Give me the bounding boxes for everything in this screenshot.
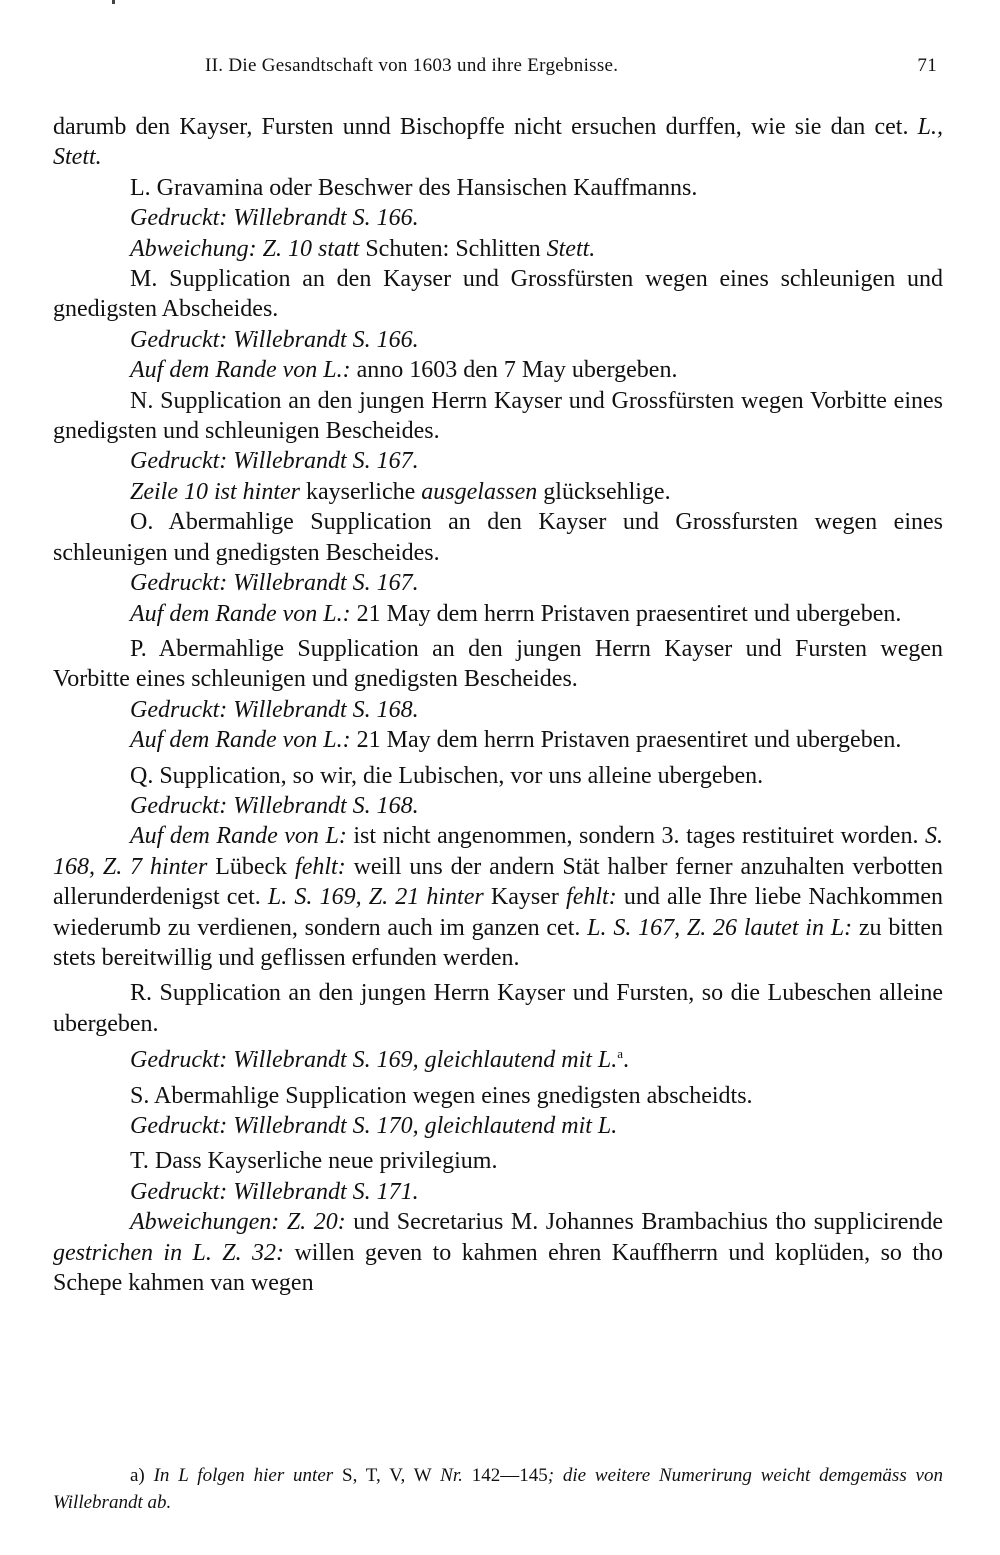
entry-O-heading: O. Abermahlige Supplication an den Kayser und Grossfursten wegen eines schleunigen und gnedigsten Bescheides. [53,509,943,566]
entry-O-printed [53,568,943,598]
print-reference: Gedruckt: Willebrandt S. 167. [130,448,419,475]
entry-Q-notes [53,821,943,973]
entry-L-heading: L. Gravamina oder Beschwer des Hansischen Kauffmanns. [130,174,698,201]
text-run: zu bitten stets bereitwillig und geflissen erfunden werden. [53,914,944,971]
document-page [53,0,943,1555]
entry-L-deviation [53,234,943,264]
margin-label: Auf dem Rande von L.: [130,357,351,384]
margin-label: Auf dem Rande von L.: [130,600,351,627]
entry-O-margin-note [53,599,943,629]
deviation-label: Abweichungen: Z. 20: [130,1209,346,1236]
text-run: Kayser [483,884,567,911]
line-label: L. S. 169, Z. 21 hinter [267,884,484,911]
footnote-marker: a [617,1046,624,1062]
margin-label: Auf dem Rande von L.: [130,727,351,754]
entry-T-heading: T. Dass Kayserliche neue privilegium. [130,1148,498,1175]
footnote-text [53,1462,943,1516]
print-reference: Gedruckt: Willebrandt S. 166. [130,326,419,353]
text-run: ist nicht angenommen, sondern 3. tages restituiret worden. [346,823,925,850]
entry-M-heading: M. Supplication an den Kayser und Grossfürsten wegen eines schleunigen und gnedigsten Abscheides. [53,266,943,323]
text-run: 21 May dem herrn Pristaven praesentiret und ubergeben. [350,727,902,754]
source-siglum: Stett. [546,235,596,262]
entry-R-heading: R. Supplication an den jungen Herrn Kayser und Fursten, so die Lubeschen alleine ubergeben. [53,980,943,1037]
margin-label: Auf dem Rande von L: [130,823,347,850]
deviation-label: Abweichung: Z. 10 statt [130,235,360,262]
text-run: ; die weitere Numerirung weicht demgemäss von Willebrandt ab. [53,1465,943,1513]
deviation-label: gestrichen in L. Z. 32: [53,1239,285,1266]
main-text [53,112,943,1298]
entry-P-printed [53,695,943,725]
line-label: ausgelassen [421,478,538,505]
footnote [53,1462,943,1516]
text-run: 21 May dem herrn Pristaven praesentiret und ubergeben. [350,600,902,627]
line-label: S. 168, Z. 7 hinter [53,823,943,880]
text-run: und alle Ihre liebe Nachkommen wiederumb zu verdienen, sondern auch im ganzen cet. [53,884,944,941]
entry-N-heading: N. Supplication an den jungen Herrn Kayser und Grossfürsten wegen Vorbitte eines gnedigsten und schleunigen Bescheides. [53,387,943,445]
print-reference: Gedruckt: Willebrandt S. 168. [130,696,419,723]
text-run: weill uns der andern Stät halber ferner anzuhalten verbotten allerunderdenigst cet. [53,853,943,911]
entry-Q-heading: Q. Supplication, so wir, die Lubischen, vor uns alleine ubergeben. [130,762,764,789]
text-run: 142—145 [471,1465,548,1486]
print-reference: Gedruckt: Willebrandt S. 170, gleichlautend mit L. [130,1113,618,1139]
text-run: darumb den Kayser, Fursten unnd Bischopffe nicht ersuchen durffen, wie sie dan cet. [53,114,918,140]
text-run: Nr. [440,1465,472,1486]
page-number: 71 [917,55,937,76]
line-label: fehlt: [295,853,346,880]
print-reference: Gedruckt: Willebrandt S. 166. [130,205,419,232]
text-run: glücksehlige. [537,478,671,505]
text-run: kayserliche [300,478,422,505]
running-header [53,55,943,85]
footnote-mark: a) [130,1465,154,1486]
entry-L-printed [53,203,943,233]
print-reference: Gedruckt: Willebrandt S. 171. [130,1178,419,1205]
entry-P-heading: P. Abermahlige Supplication an den jungen Herrn Kayser und Fursten wegen Vorbitte eines schleunigen und gnedigsten Bescheides. [53,635,943,693]
text-run: Schuten: Schlitten [359,235,547,262]
print-reference: Gedruckt: Willebrandt S. 169, gleichlautend mit L. [130,1047,618,1074]
entry-S-printed [53,1111,943,1141]
print-reference: Gedruckt: Willebrandt S. 168. [130,792,419,819]
entry-Q-printed [53,791,943,821]
entry-R-printed [53,1039,943,1075]
print-reference: Gedruckt: Willebrandt S. 167. [130,570,419,597]
entry-M-printed [53,325,943,355]
paragraph-continuation [53,112,943,173]
chapter-title: II. Die Gesandtschaft von 1603 und ihre Ergebnisse. [205,55,619,76]
source-siglum: L., Stett. [53,114,943,171]
entry-S-heading: S. Abermahlige Supplication wegen eines gnedigsten abscheidts. [130,1082,753,1109]
text-run: anno 1603 den 7 May ubergeben. [350,357,678,384]
entry-T-deviations [53,1207,943,1298]
entry-N-line-note [53,477,943,507]
text-run: willen geven to kahmen ehren Kauffherrn und koplüden, so tho Schepe kahmen van wegen [53,1239,944,1297]
text-run: In L folgen hier unter [153,1465,342,1486]
line-label: Zeile 10 ist hinter [130,478,300,505]
line-label: L. S. 167, Z. 26 lautet in L: [587,914,853,941]
entry-P-margin-note [53,725,943,755]
text-run: . [623,1047,630,1074]
text-run: und Secretarius M. Johannes Brambachius tho supplicirende [345,1209,943,1236]
entry-N-printed [53,446,943,476]
entry-T-printed [53,1177,943,1207]
line-label: fehlt: [566,884,617,911]
text-run: S, T, V, W [342,1465,441,1486]
text-run: Lübeck [207,853,296,880]
entry-M-margin-note [53,355,943,385]
